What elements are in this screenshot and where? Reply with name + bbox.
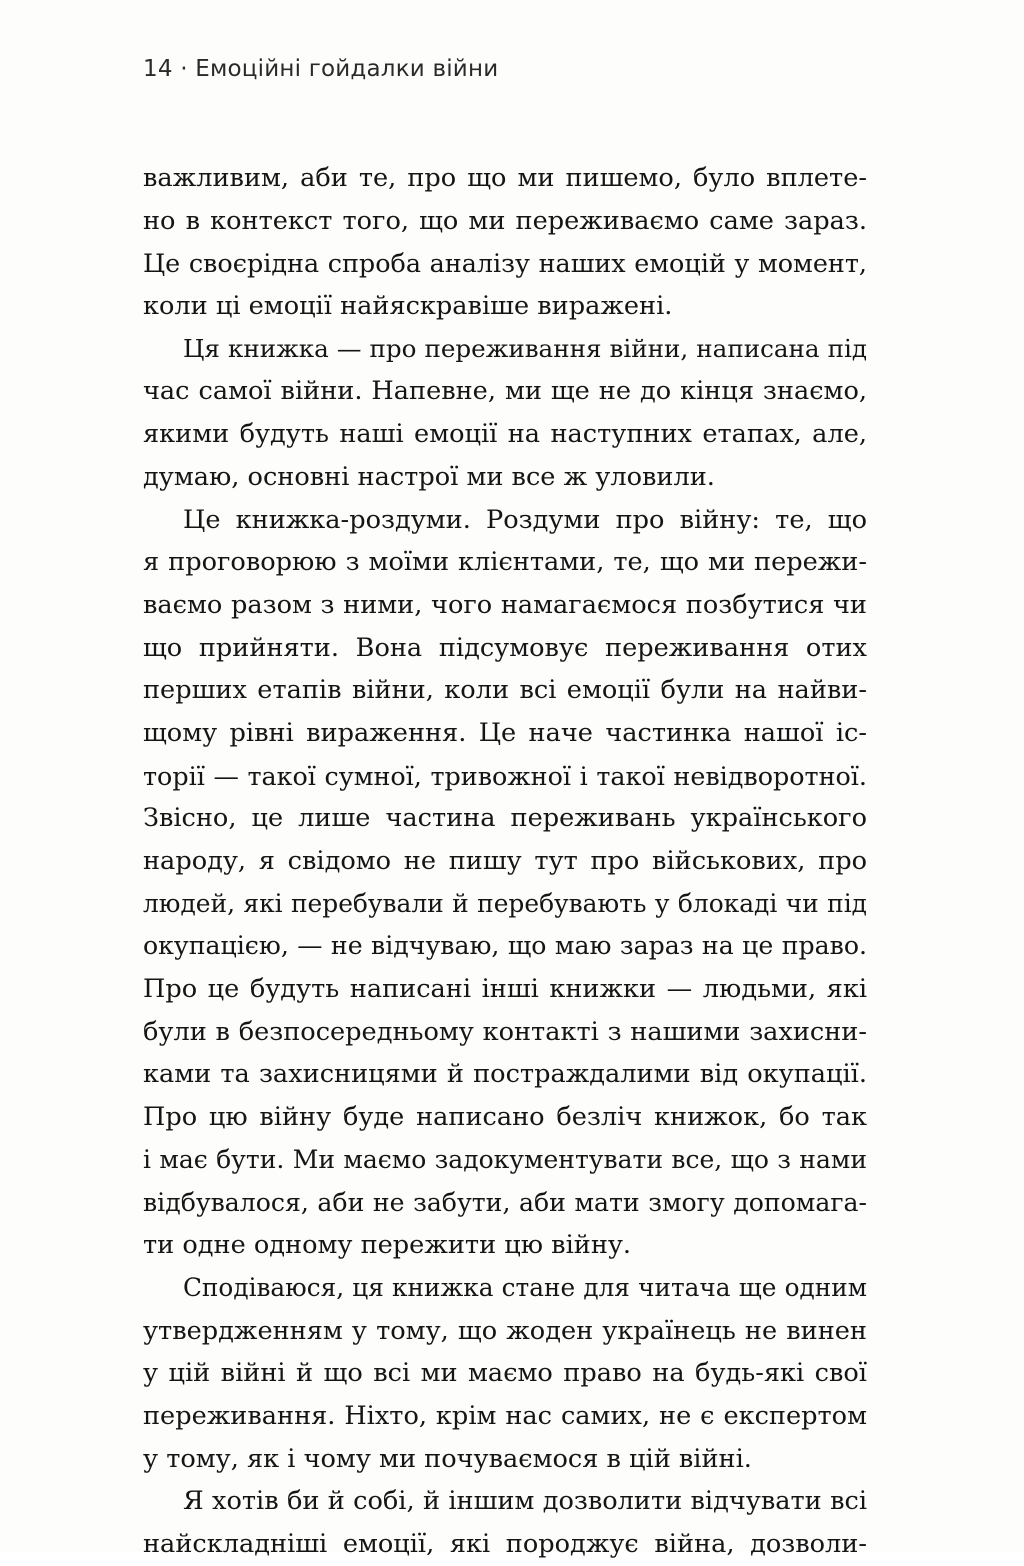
body-text [143, 157, 867, 1566]
text-line: перших етапів війни, коли всі емоції були на найви- [143, 675, 867, 706]
text-line: Я хотів би й собі, й іншим дозволити відчувати всі [183, 1486, 867, 1517]
text-line: думаю, основні настрої ми все ж уловили. [143, 461, 715, 492]
text-line: коли ці емоції найяскравіше виражені. [143, 291, 673, 322]
text-line: у тому, як і чому ми почуваємося в цій війні. [143, 1443, 752, 1474]
text-line: час самої війни. Напевне, ми ще не до кінця знаємо, [143, 376, 867, 407]
text-line: окупацією, — не відчуваю, що маю зараз на це право. [143, 931, 867, 961]
running-title: Емоційні гойдалки війни [195, 56, 499, 82]
text-line: народу, я свідомо не пишу тут про військових, про [143, 846, 867, 876]
text-line: ваємо разом з ними, чого намагаємося позбутися чи [143, 589, 867, 620]
text-line: ками та захисницями й постраждалими від окупації. [143, 1059, 867, 1090]
text-line: но в контекст того, що ми переживаємо саме зараз. [143, 205, 867, 236]
text-line: важливим, аби те, про що ми пишемо, було вплете- [143, 163, 867, 193]
text-line: що прийняти. Вона підсумовує переживання отих [143, 632, 867, 663]
text-line: і має бути. Ми маємо задокументувати все, що з нами [143, 1144, 867, 1174]
text-line: відбувалося, аби не забути, аби мати змогу допомага- [143, 1187, 867, 1217]
text-line: Звісно, це лише частина переживань українського [143, 803, 867, 834]
header-separator: · [180, 56, 188, 82]
text-line: Це своєрідна спроба аналізу наших емоцій у момент, [143, 248, 867, 279]
text-line: людей, які перебували й перебувають у блокаді чи під [143, 888, 867, 918]
text-line: переживання. Ніхто, крім нас самих, не є експертом [143, 1400, 867, 1431]
text-line: утвердженням у тому, що жоден українець не винен [143, 1315, 867, 1346]
running-header [143, 56, 498, 82]
page-number: 14 [143, 56, 173, 82]
text-line: у цій війні й що всі ми маємо право на будь-які свої [143, 1358, 867, 1389]
text-line: найскладніші емоції, які породжує війна, дозволи- [143, 1529, 867, 1559]
text-line: Про це будуть написані інші книжки — людьми, які [143, 974, 867, 1005]
text-line: торії — такої сумної, тривожної і такої невідворотної. [143, 760, 867, 791]
text-line: ти одне одному пережити цю війну. [143, 1230, 632, 1261]
text-line: щому рівні вираження. Це наче частинка нашої іс- [143, 717, 867, 748]
text-line: якими будуть наші емоції на наступних етапах, але, [143, 419, 867, 450]
text-line: Про цю війну буде написано безліч книжок, бо так [143, 1102, 867, 1133]
text-line: я проговорюю з моїми клієнтами, те, що ми пережи- [143, 547, 867, 578]
text-line: Ця книжка — про переживання війни, написана під [183, 333, 867, 363]
text-line: були в безпосередньому контакті з нашими захисни- [143, 1016, 867, 1047]
text-line: Це книжка-роздуми. Роздуми про війну: те, що [183, 504, 867, 535]
text-line: Сподіваюся, ця книжка стане для читача ще одним [183, 1272, 867, 1302]
